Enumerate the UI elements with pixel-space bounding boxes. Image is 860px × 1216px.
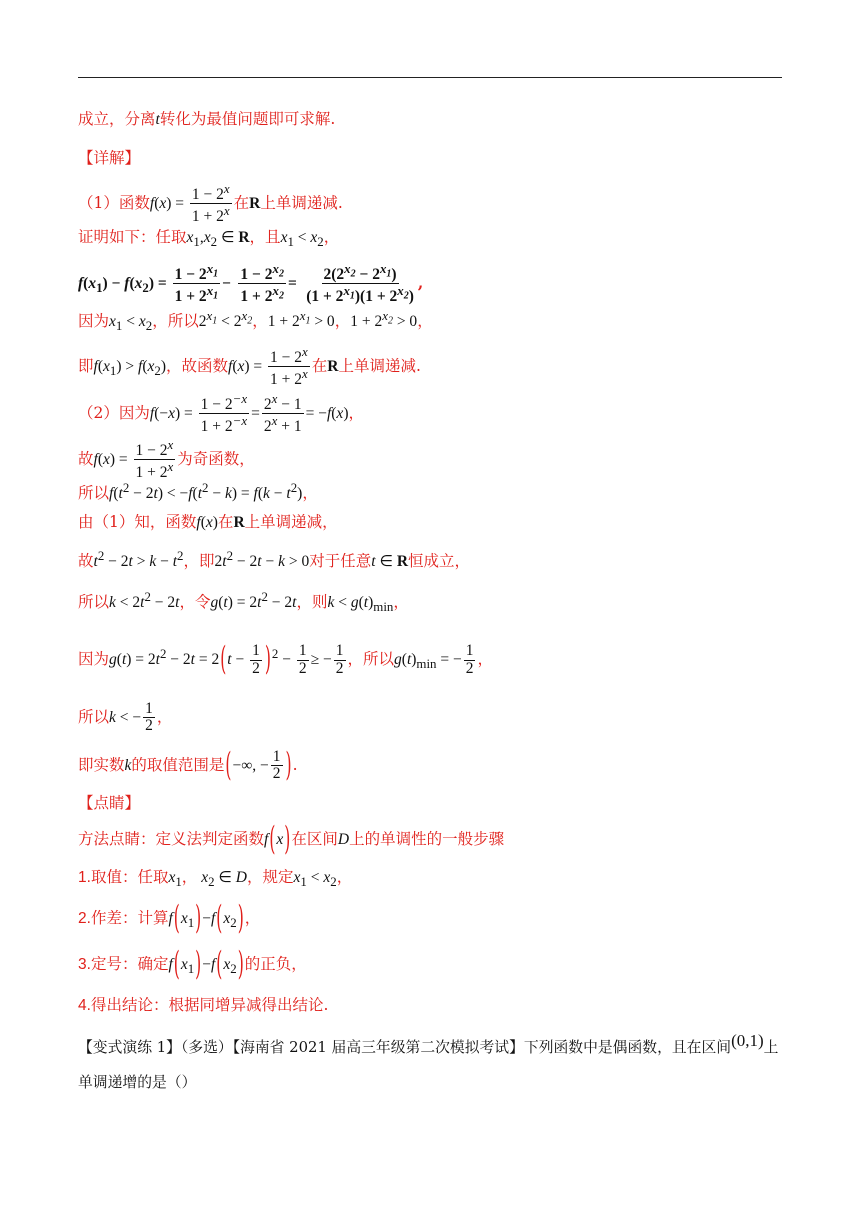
section-heading-detail: 【详解】 bbox=[78, 149, 141, 167]
step-1: 1.取值：任取$x_1$， $x_2$ ∈ D，规定$x_1 < x_2$， bbox=[78, 868, 353, 890]
text-line: 因为$x_1 < x_2$，所以$2^{x_1} < 2^{x_2}$，$1 + 2^{x_1} > 0$，$1 + 2^{x_2} > 0$， bbox=[78, 308, 433, 334]
text-line: 因为$g(t) = 2t^2 - 2t = 2(t$ − $\frac{1}{2}$ )$^2$ − $\frac{1}{2}$ ≥ − $\frac{1}{2}$ ，所以$g(t)_{min}$ = − $\frac{1}{2}$ ， bbox=[78, 640, 493, 679]
text-line: 方法点睛：定义法判定函数f(x)在区间D上的单调性的一般步骤 bbox=[78, 820, 505, 858]
text-line: 故$t^2 - 2t > k - t^2$，即$2t^2 - 2t - k > 0$对于任意t ∈ R恒成立， bbox=[78, 548, 471, 571]
header-rule bbox=[78, 77, 782, 78]
text-line: 即$f(x_1) > f(x_2)$，故函数f(x) = $\frac{1 - 2^x}{1 + 2^x}$ 在R上单调递减. bbox=[78, 344, 421, 389]
text-line: 所以k < − $\frac{1}{2}$ ， bbox=[78, 700, 173, 735]
text-line: 所以$f(t^2 - 2t) < -f(t^2 - k) = f(k - t^2)$， bbox=[78, 480, 318, 503]
text-line: 即实数k的取值范围是(−∞, − $\frac{1}{2}$ ). bbox=[78, 745, 298, 784]
exercise-prompt-cont: 单调递增的是（） bbox=[78, 1074, 197, 1091]
text-line: 成立，分离t转化为最值问题即可求解. bbox=[78, 110, 336, 128]
step-2: 2.作差：计算$f(x_1)-f(x_2)$， bbox=[78, 899, 261, 937]
formula-line: $f(x_1) - f(x_2)$ = $\frac{1 - 2^{x_1}}{1 + 2^{x_1}}$ − $\frac{1 - 2^{x_2}}{1 + 2^{x_2}}$ = $\frac{2(2^{x_2} - 2^{x_1})}{(1 + 2^{x_1})(1 + 2^{x_2})}$ , bbox=[78, 261, 424, 306]
step-4: 4.得出结论：根据同增异减得出结论. bbox=[78, 996, 329, 1014]
exercise-prompt: 【变式演练 1】（多选）【海南省 2021 届高三年级第二次模拟考试】下列函数中是偶函数，且在区间(0,1)上 bbox=[78, 1031, 779, 1056]
text-line: （1）函数f(x) = $\frac{1 - 2^x}{1 + 2^x}$ 在R上单调递减. bbox=[78, 181, 343, 226]
section-heading-remark: 【点睛】 bbox=[78, 794, 141, 812]
text-line: 证明如下：任取$x_1,x_2$ ∈ R，且$x_1 < x_2$， bbox=[78, 228, 340, 250]
text-line: 所以$k < 2t^2 - 2t$，令$g(t) = 2t^2 - 2t$，则$k < g(t)_{min}$， bbox=[78, 589, 409, 615]
text-line: 由（1）知，函数f(x)在R上单调递减， bbox=[78, 513, 338, 531]
text-line: 故f(x) = $\frac{1 - 2^x}{1 + 2^x}$ 为奇函数， bbox=[78, 437, 255, 482]
text-line: （2）因为f(−x) = $\frac{1 - 2^{-x}}{1 + 2^{-x}}$ = $\frac{2^x - 1}{2^x + 1}$ = −f(x)， bbox=[78, 391, 364, 436]
step-3: 3.定号：确定$f(x_1)-f(x_2)$的正负， bbox=[78, 945, 307, 983]
